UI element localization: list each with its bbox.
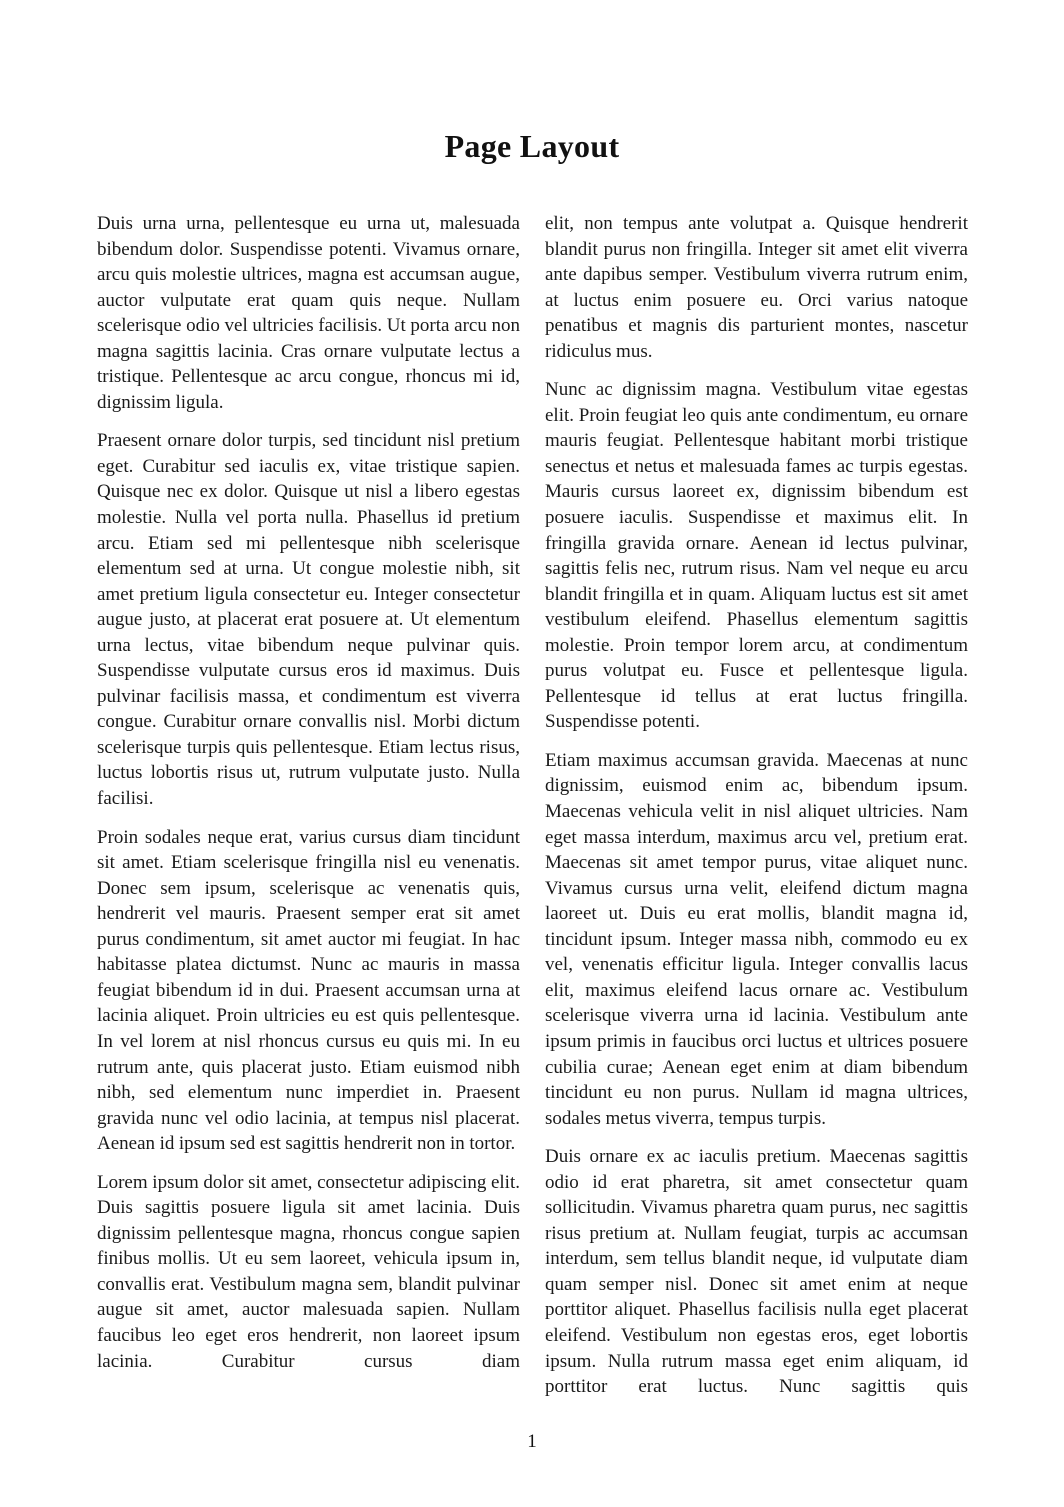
column-right: [545, 211, 968, 1421]
paragraph: Lorem ipsum dolor sit amet, consectetur adipiscing elit. Duis sagittis posuere ligula sit amet lacinia. Duis dignissim pellentesque magna, rhoncus congue sapien finibus mollis. Ut eu sem laoreet, vehicula ipsum in, convallis erat. Vestibulum magna sem, blandit pulvinar augue sit amet, auctor malesuada sapien. Nullam faucibus leo eget eros hendrerit, non laoreet ipsum lacinia. Curabitur cursus diam: [97, 1171, 520, 1372]
paragraph: Duis ornare ex ac iaculis pretium. Maecenas sagittis odio id erat pharetra, sit amet consectetur quam sollicitudin. Vivamus pharetra quam purus, nec sagittis risus pretium at. Nullam feugiat, turpis ac accumsan interdum, sem tellus blandit neque, id vulputate diam quam semper nisl. Donec sit amet enim at neque porttitor aliquet. Phasellus facilisis nulla eget placerat eleifend. Vestibulum non egestas eros, eget lobortis ipsum. Nulla rutrum massa eget enim aliquam, id porttitor erat luctus. Nunc sagittis quis: [545, 1146, 968, 1398]
column-left: [97, 211, 520, 1421]
paragraph: Etiam maximus accumsan gravida. Maecenas at nunc dignissim, euismod enim ac, bibendum ipsum. Maecenas vehicula velit in nisl aliquet ultricies. Nam eget massa interdum, maximus arcu vel, pretium erat. Maecenas sit amet tempor purus, vitae aliquet nunc. Vivamus cursus urna velit, eleifend dictum magna laoreet ut. Duis eu erat mollis, blandit magna id, tincidunt ipsum. Integer massa nibh, commodo eu ex vel, venenatis efficitur ligula. Integer convallis lacus elit, maximus eleifend lacus ornare ac. Vestibulum scelerisque viverra urna id lacinia. Vestibulum ante ipsum primis in faucibus orci luctus et ultrices posuere cubilia curae; Aenean eget enim at diam bibendum tincidunt eu non purus. Nullam id magna ultrices, sodales metus viverra, tempus turpis.: [545, 749, 968, 1129]
paragraph: Proin sodales neque erat, varius cursus diam tincidunt sit amet. Etiam scelerisque fringilla nisl eu venenatis. Donec sem ipsum, scelerisque ac venenatis quis, hendrerit vel mauris. Praesent semper erat sit amet purus condimentum, sit amet auctor mi feugiat. In hac habitasse platea dictumst. Nunc ac mauris in massa feugiat bibendum id in dui. Praesent accumsan urna at lacinia aliquet. Proin ultricies eu est quis pellentesque. In vel lorem at nisl rhoncus cursus eu quis mi. In eu rutrum ante, quis placerat justo. Etiam euismod nibh nibh, sed elementum nunc imperdiet in. Praesent gravida nunc vel odio lacinia, at tempus nisl placerat. Aenean id ipsum sed est sagittis hendrerit non in tortor.: [97, 826, 520, 1155]
page-title: Page Layout: [444, 128, 620, 164]
paragraph: Nunc ac dignissim magna. Vestibulum vitae egestas elit. Proin feugiat leo quis ante condimentum, eu ornare mauris feugiat. Pellentesque habitant morbi tristique senectus et netus et malesuada fames ac turpis egestas. Mauris cursus laoreet ex, dignissim bibendum est posuere iaculis. Suspendisse et maximus elit. In fringilla gravida ornare. Aenean id lectus pulvinar, sagittis felis nec, rutrum risus. Nam vel neque eu arcu blandit fringilla et in quam. Aliquam luctus est sit amet vestibulum eleifend. Phasellus elementum sagittis molestie. Proin tempor lorem arcu, at condimentum purus volutpat eu. Fusce et pellentesque ligula. Pellentesque id tellus at erat luctus fringilla. Suspendisse potenti.: [545, 379, 968, 733]
text-columns: [97, 211, 968, 1421]
paragraph: Praesent ornare dolor turpis, sed tincidunt nisl pretium eget. Curabitur sed iaculis ex, vitae tristique sapien. Quisque nec ex dolor. Quisque ut nisl a libero egestas molestie. Nulla vel porta nulla. Phasellus id pretium arcu. Etiam sed mi pellentesque nibh scelerisque elementum sed at urna. Ut congue molestie nibh, sit amet pretium ligula consectetur eu. Integer consectetur augue justo, at placerat erat posuere at. Ut elementum urna lectus, vitae bibendum neque pulvinar quis. Suspendisse vulputate cursus eros id maximus. Duis pulvinar facilisis massa, et condimentum est viverra congue. Curabitur ornare convallis nisl. Morbi dictum scelerisque turpis quis pellentesque. Etiam lectus risus, luctus lobortis risus ut, rutrum vulputate justo. Nulla facilisi.: [97, 430, 520, 810]
page-number: 1: [527, 1431, 537, 1452]
paragraph: Duis urna urna, pellentesque eu urna ut, malesuada bibendum dolor. Suspendisse potenti. Vivamus ornare, arcu quis molestie ultrices, magna est accumsan augue, auctor vulputate erat quam quis neque. Nullam scelerisque odio vel ultricies facilisis. Ut porta arcu non magna sagittis lacinia. Cras ornare vulputate lectus a tristique. Pellentesque ac arcu congue, rhoncus mi id, dignissim ligula.: [97, 213, 520, 413]
paragraph: elit, non tempus ante volutpat a. Quisque hendrerit blandit purus non fringilla. Integer sit amet elit viverra ante dapibus semper. Vestibulum viverra rutrum enim, at luctus enim posuere eu. Orci varius natoque penatibus et magnis dis parturient montes, nascetur ridiculus mus.: [545, 213, 968, 362]
